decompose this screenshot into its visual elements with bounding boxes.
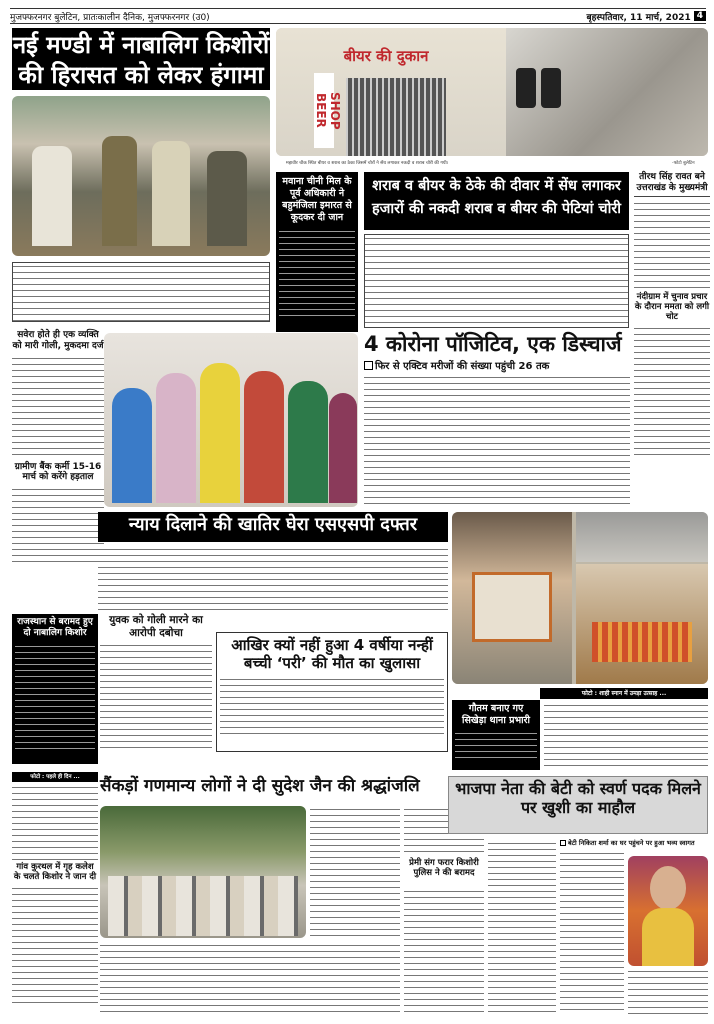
bjp-body-right (628, 968, 708, 1014)
sudesh-photo (100, 806, 306, 938)
photo-credit: -फोटो बुलेटिन (672, 161, 695, 166)
pari-story (216, 632, 448, 752)
theft-body (364, 234, 629, 328)
mawana-headline: मवाना चीनी मिल के पूर्व अधिकारी ने बहुमंजिला इमारत से कूदकर दी जान (282, 176, 352, 223)
sudesh-body-col (310, 806, 400, 936)
first-day-body (12, 784, 98, 860)
bjp-body (488, 840, 556, 1014)
bank-headline: ग्रामीण बैंक कर्मी 15-16 मार्च को करेंगे हड़ताल (14, 461, 102, 483)
bjp-subhead-box: बेटी निकिता शर्मा का घर पहुंचने पर हुआ भव्य स्वागत (560, 838, 708, 847)
rajasthan-headline: राजस्थान से बरामद हुए दो नाबालिग किशोर (17, 617, 93, 639)
rajasthan-story (12, 614, 98, 764)
accused-story (100, 614, 212, 750)
lead-photo (12, 96, 270, 256)
ssp-body (98, 546, 448, 612)
photo-first-label: फोटो : पहले ही दिन ... (12, 772, 98, 782)
kurthal-headline: गांव कुरथल में गृह कलेश के चलते किशोर ने जान दी (13, 862, 97, 883)
mawana-story (276, 172, 358, 332)
beer-photo-caption: महावीर चौक स्थित बीयर व शराब का ठेका जिसमें चोरों ने सेंध लगाकर नकदी व शराब चोरी की गयी। (286, 161, 449, 166)
nandigram-headline: नंदीग्राम में चुनाव प्रचार के दौरान ममता को लगी चोट (634, 291, 710, 322)
masthead-title: मुजफ्फरनगर बुलेटिन, प्रातःकालीन दैनिक, मुजफ्फरनगर (उ0) (10, 12, 210, 23)
sudesh-headline: सैंकड़ों गणमान्य लोगों ने दी सुदेश जैन की श्रद्धांजलि (100, 776, 420, 796)
beer-shop-side-sign: BEER SHOP (314, 73, 334, 148)
sudesh-body (100, 942, 400, 1012)
masthead (10, 8, 706, 24)
accused-headline: युवक को गोली मारने का आरोपी दबोचा (109, 614, 203, 639)
gautam-story (452, 700, 540, 770)
checkbox-icon (364, 361, 373, 370)
rawat-story (634, 172, 710, 460)
lead-headline: नई मण्डी में नाबालिग किशोरों की हिरासत को लेकर हंगामा (12, 28, 270, 90)
recovered-headline: प्रेमी संग फरार किशोरी पुलिस ने की बरामद (409, 858, 479, 879)
procession-caption: फोटो : शाही स्नान में उमड़ा उत्साह ... (540, 688, 708, 699)
ssp-headline: न्याय दिलाने की खातिर घेरा एसएसपी दफ्तर (98, 512, 448, 542)
bjp-headline: भाजपा नेता की बेटी को स्वर्ण पदक मिलने पर खुशी का माहौल (448, 776, 708, 834)
beer-sign: बीयर की दुकान (343, 47, 429, 65)
corona-body (364, 374, 630, 504)
shot-story (12, 330, 104, 566)
corona-subhead: फिर से एक्टिव मरीजों की संख्या पहुंची 26 तक (364, 358, 630, 372)
recovered-body (404, 888, 484, 1014)
pari-headline: आखिर क्यों नहीं हुआ 4 वर्षीया नन्हीं बच्ची ‘परी’ की मौत का खुलासा (231, 636, 433, 672)
masthead-date: बृहस्पतिवार, 11 मार्च, 2021 (586, 12, 691, 23)
theft-headline: शराब व बीयर के ठेके की दीवार में सेंध लगाकर हजारों की नकदी शराब व बीयर की पेटियां चोरी (364, 172, 629, 230)
kurthal-story (12, 862, 98, 1005)
rawat-headline: तीरथ सिंह रावत बने उत्तराखंड के मुख्यमंत्री (634, 172, 710, 197)
bjp-body-col (560, 850, 624, 1014)
gautam-headline: गौतम बनाए गए सिखेड़ा थाना प्रभारी (462, 703, 530, 726)
beer-shop-photo (276, 28, 708, 156)
nurses-photo (104, 333, 358, 507)
shot-headline: सवेरा होते ही एक व्यक्ति को मारी गोली, मुकदमा दर्ज (12, 330, 104, 351)
nikita-photo (628, 856, 708, 966)
procession-photo (452, 512, 708, 684)
page-number: 4 (694, 11, 706, 21)
corona-headline: 4 कोरोना पॉजिटिव, एक डिस्चार्ज (364, 332, 622, 356)
checkbox-icon (560, 840, 566, 846)
lead-body (12, 262, 270, 322)
procession-body (544, 702, 708, 766)
